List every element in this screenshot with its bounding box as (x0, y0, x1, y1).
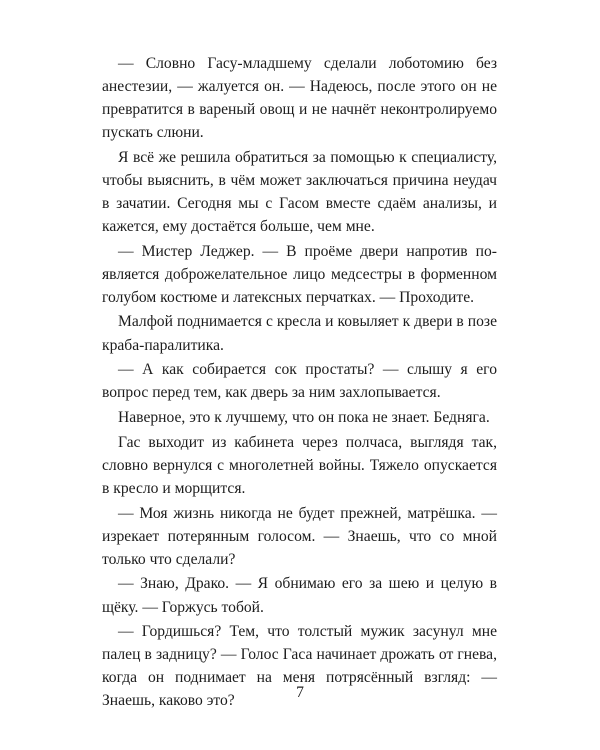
paragraph: Наверное, это к лучшему, что он пока не знает. Бедняга. (118, 408, 490, 426)
paragraph: Гас выходит из кабинета через полчаса, выглядя так, словно вернулся с многолетней войны. Тяжело опускается в кресло и морщится. (102, 433, 497, 497)
page-number: 7 (296, 684, 304, 701)
paragraph: — Знаю, Драко. — Я обнимаю его за шею и целую в щёку. — Горжусь тобой. (102, 575, 497, 616)
body-text (102, 50, 497, 713)
paragraph: Я всё же решила обратиться за помощью к специалисту, чтобы выяснить, в чём может заключаться причина неудач в зачатии. Сегодня мы с Гасом вместе сдаём анализы, и кажется, ему достаётся больше, чем мне. (102, 148, 497, 235)
paragraph: — А как собирается сок простаты? — слышу я его вопрос перед тем, как дверь за ним захлопывается. (102, 361, 497, 402)
paragraph: — Словно Гасу-младшему сделали лоботомию без анестезии, — жалуется он. — Надеюсь, после этого он не превратится в вареный овощ и не начнёт неконтролируемо пускать слюни. (102, 54, 497, 141)
paragraph: Малфой поднимается с кресла и ковыляет к двери в позе краба-паралитика. (102, 313, 497, 354)
paragraph: — Гордишься? Тем, что толстый мужик засунул мне палец в задницу? — Голос Гаса начинает дрожать от гнева, когда он поднимает на меня потрясённый взгляд: — Знаешь, каково это? (102, 623, 497, 710)
paragraph: — Мистер Леджер. — В проёме двери напротив появляется доброжелательное лицо медсестры в форменном голубом костюме и латексных перчатках. — Проходите. (102, 242, 497, 306)
paragraph: — Моя жизнь никогда не будет прежней, матрёшка. — изрекает потерянным голосом. — Знаешь, что со мной только что сделали? (102, 504, 497, 568)
